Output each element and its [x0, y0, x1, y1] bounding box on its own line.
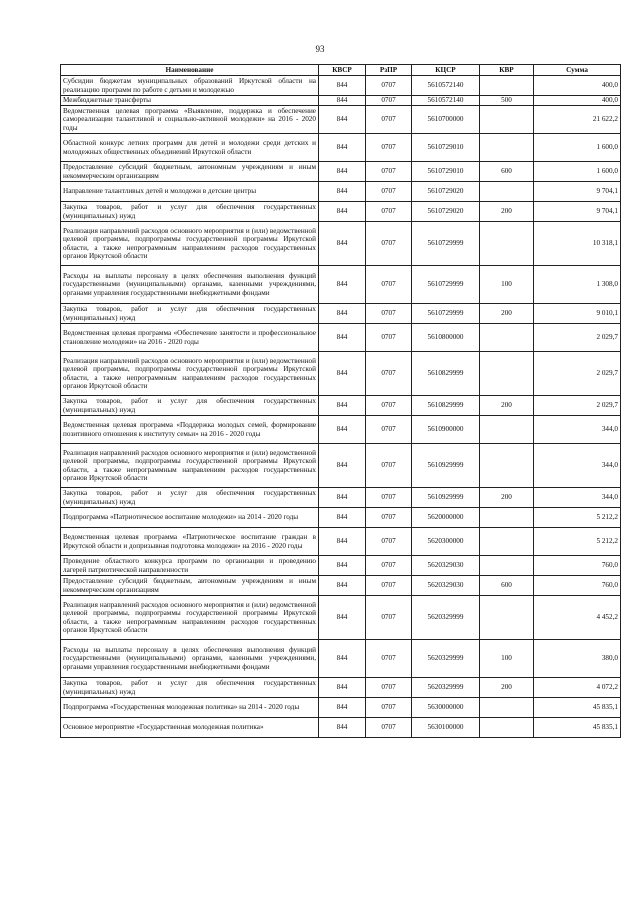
cell-kvr	[480, 508, 534, 528]
cell-kvsr: 844	[319, 304, 366, 324]
cell-name: Направление талантливых детей и молодежи в детские центры	[61, 182, 319, 202]
cell-kvsr: 844	[319, 182, 366, 202]
cell-kvr: 200	[480, 488, 534, 508]
cell-kvsr: 844	[319, 222, 366, 266]
table-row	[61, 416, 621, 444]
cell-kvsr: 844	[319, 596, 366, 640]
cell-kvsr: 844	[319, 444, 366, 488]
cell-sum: 45 835,1	[534, 718, 621, 738]
table-header-row	[61, 65, 621, 76]
cell-kcsr: 5610729010	[412, 134, 480, 162]
cell-sum: 9 704,1	[534, 182, 621, 202]
cell-kcsr: 5610729999	[412, 266, 480, 304]
cell-sum: 380,0	[534, 640, 621, 678]
cell-kcsr: 5610729020	[412, 202, 480, 222]
cell-rzpr: 0707	[366, 718, 412, 738]
cell-name: Закупка товаров, работ и услуг для обеспечения государственных (муниципальных) нужд	[61, 488, 319, 508]
cell-rzpr: 0707	[366, 134, 412, 162]
cell-kvr	[480, 222, 534, 266]
cell-kvsr: 844	[319, 698, 366, 718]
cell-rzpr: 0707	[366, 508, 412, 528]
cell-rzpr: 0707	[366, 678, 412, 698]
cell-sum: 1 600,0	[534, 134, 621, 162]
table-row	[61, 576, 621, 596]
table-row	[61, 508, 621, 528]
cell-kcsr: 5620329030	[412, 576, 480, 596]
cell-name: Ведомственная целевая программа «Патриотическое воспитание граждан в Иркутской области и допризывная подготовка молодежи» на 2016 - 2020 годы	[61, 528, 319, 556]
cell-name: Предоставление субсидий бюджетным, автономным учреждениям и иным некоммерческим организациям	[61, 162, 319, 182]
cell-kvsr: 844	[319, 76, 366, 96]
cell-name: Ведомственная целевая программа «Обеспечение занятости и профессиональное становление молодежи» на 2016 - 2020 годы	[61, 324, 319, 352]
table-row	[61, 640, 621, 678]
cell-kvsr: 844	[319, 266, 366, 304]
cell-kvsr: 844	[319, 508, 366, 528]
table-row	[61, 222, 621, 266]
cell-kvsr: 844	[319, 162, 366, 182]
cell-kcsr: 5610729020	[412, 182, 480, 202]
table-row	[61, 324, 621, 352]
cell-sum: 400,0	[534, 76, 621, 96]
cell-name: Областной конкурс летних программ для детей и молодежи среди детских и молодежных общественных объединений Иркутской области	[61, 134, 319, 162]
cell-rzpr: 0707	[366, 324, 412, 352]
cell-kvsr: 844	[319, 416, 366, 444]
table-row	[61, 352, 621, 396]
cell-kvr	[480, 444, 534, 488]
cell-rzpr: 0707	[366, 416, 412, 444]
cell-kcsr: 5610929999	[412, 444, 480, 488]
cell-name: Межбюджетные трансферты	[61, 96, 319, 106]
cell-kvr: 500	[480, 96, 534, 106]
cell-sum: 344,0	[534, 416, 621, 444]
cell-kcsr: 5620329999	[412, 596, 480, 640]
cell-kvsr: 844	[319, 106, 366, 134]
cell-sum: 9 704,1	[534, 202, 621, 222]
table-row	[61, 182, 621, 202]
table-row	[61, 304, 621, 324]
cell-sum: 344,0	[534, 444, 621, 488]
cell-rzpr: 0707	[366, 202, 412, 222]
table-row	[61, 76, 621, 96]
cell-kcsr: 5630000000	[412, 698, 480, 718]
cell-kvr: 100	[480, 266, 534, 304]
cell-kvr: 200	[480, 678, 534, 698]
cell-sum: 344,0	[534, 488, 621, 508]
cell-kcsr: 5610729010	[412, 162, 480, 182]
cell-name: Основное мероприятие «Государственная молодежная политика»	[61, 718, 319, 738]
cell-sum: 2 029,7	[534, 396, 621, 416]
table-row	[61, 596, 621, 640]
cell-kvsr: 844	[319, 324, 366, 352]
cell-sum: 5 212,2	[534, 528, 621, 556]
cell-kvr	[480, 106, 534, 134]
cell-kcsr: 5610929999	[412, 488, 480, 508]
cell-kvr	[480, 416, 534, 444]
cell-kcsr: 5620329030	[412, 556, 480, 576]
cell-name: Реализация направлений расходов основного мероприятия и (или) ведомственной целевой программы, подпрограммы государственной программы Иркутской области, а также непрограммным направлениям расходов государственных органов Иркутской области	[61, 596, 319, 640]
cell-sum: 1 308,0	[534, 266, 621, 304]
cell-rzpr: 0707	[366, 576, 412, 596]
cell-kcsr: 5610800000	[412, 324, 480, 352]
cell-kvr: 100	[480, 640, 534, 678]
cell-sum: 4 072,2	[534, 678, 621, 698]
table-row	[61, 698, 621, 718]
header-kcsr: КЦСР	[412, 65, 480, 76]
cell-sum: 2 029,7	[534, 324, 621, 352]
cell-rzpr: 0707	[366, 444, 412, 488]
cell-kvr	[480, 528, 534, 556]
cell-kvr	[480, 596, 534, 640]
cell-kcsr: 5610729999	[412, 304, 480, 324]
cell-kvr	[480, 718, 534, 738]
cell-sum: 5 212,2	[534, 508, 621, 528]
cell-name: Расходы на выплаты персоналу в целях обеспечения выполнения функций государственными (муниципальными) органами, казенными учреждениями, органами управления государственными внебюджетными фондами	[61, 266, 319, 304]
cell-kcsr: 5620329999	[412, 640, 480, 678]
cell-kvr	[480, 352, 534, 396]
table-row	[61, 444, 621, 488]
cell-name: Закупка товаров, работ и услуг для обеспечения государственных (муниципальных) нужд	[61, 678, 319, 698]
table-row	[61, 678, 621, 698]
table-row	[61, 488, 621, 508]
cell-kvr: 200	[480, 202, 534, 222]
cell-name: Реализация направлений расходов основного мероприятия и (или) ведомственной целевой программы, подпрограммы государственной программы Иркутской области, а также непрограммным направлениям расходов государственных органов Иркутской области	[61, 222, 319, 266]
cell-sum: 10 318,1	[534, 222, 621, 266]
cell-rzpr: 0707	[366, 182, 412, 202]
cell-rzpr: 0707	[366, 162, 412, 182]
cell-kvsr: 844	[319, 134, 366, 162]
cell-rzpr: 0707	[366, 698, 412, 718]
cell-name: Закупка товаров, работ и услуг для обеспечения государственных (муниципальных) нужд	[61, 304, 319, 324]
cell-kvsr: 844	[319, 488, 366, 508]
cell-kcsr: 5610900000	[412, 416, 480, 444]
cell-rzpr: 0707	[366, 640, 412, 678]
cell-sum: 760,0	[534, 576, 621, 596]
cell-rzpr: 0707	[366, 222, 412, 266]
cell-sum: 9 010,1	[534, 304, 621, 324]
page-number: 93	[315, 44, 325, 54]
cell-kvr	[480, 556, 534, 576]
table-row	[61, 96, 621, 106]
cell-kvsr: 844	[319, 640, 366, 678]
cell-name: Проведение областного конкурса программ по организации и проведению лагерей патриотической направленности	[61, 556, 319, 576]
table-row	[61, 162, 621, 182]
cell-sum: 1 600,0	[534, 162, 621, 182]
cell-kvr	[480, 76, 534, 96]
table-row	[61, 718, 621, 738]
cell-kvsr: 844	[319, 678, 366, 698]
table-row	[61, 528, 621, 556]
cell-kvsr: 844	[319, 396, 366, 416]
cell-kcsr: 5620300000	[412, 528, 480, 556]
header-kvsr: КВСР	[319, 65, 366, 76]
cell-sum: 760,0	[534, 556, 621, 576]
cell-rzpr: 0707	[366, 528, 412, 556]
cell-kvsr: 844	[319, 202, 366, 222]
cell-name: Ведомственная целевая программа «Поддержка молодых семей, формирование позитивного отношения к институту семьи» на 2016 - 2020 годы	[61, 416, 319, 444]
cell-kcsr: 5610572140	[412, 96, 480, 106]
cell-sum: 45 835,1	[534, 698, 621, 718]
cell-kcsr: 5610829999	[412, 396, 480, 416]
table-row	[61, 202, 621, 222]
cell-kvr	[480, 182, 534, 202]
table-body	[61, 76, 621, 738]
cell-kvr: 600	[480, 576, 534, 596]
cell-kcsr: 5610572140	[412, 76, 480, 96]
table-row	[61, 134, 621, 162]
cell-sum: 2 029,7	[534, 352, 621, 396]
cell-rzpr: 0707	[366, 488, 412, 508]
table-row	[61, 106, 621, 134]
cell-sum: 21 622,2	[534, 106, 621, 134]
cell-kcsr: 5620000000	[412, 508, 480, 528]
cell-kcsr: 5610729999	[412, 222, 480, 266]
cell-kvr	[480, 698, 534, 718]
cell-name: Субсидии бюджетам муниципальных образований Иркутской области на реализацию программ по работе с детьми и молодежью	[61, 76, 319, 96]
cell-kvsr: 844	[319, 96, 366, 106]
cell-name: Расходы на выплаты персоналу в целях обеспечения выполнения функций государственными (муниципальными) органами, казенными учреждениями, органами управления государственными внебюджетными фондами	[61, 640, 319, 678]
cell-kvr: 600	[480, 162, 534, 182]
cell-kcsr: 5620329999	[412, 678, 480, 698]
cell-kvr	[480, 324, 534, 352]
cell-kvsr: 844	[319, 718, 366, 738]
cell-rzpr: 0707	[366, 76, 412, 96]
header-sum: Сумма	[534, 65, 621, 76]
cell-name: Подпрограмма «Патриотическое воспитание молодежи» на 2014 - 2020 годы	[61, 508, 319, 528]
cell-name: Реализация направлений расходов основного мероприятия и (или) ведомственной целевой программы, подпрограммы государственной программы Иркутской области, а также непрограммным направлениям расходов государственных органов Иркутской области	[61, 444, 319, 488]
cell-name: Предоставление субсидий бюджетным, автономным учреждениям и иным некоммерческим организациям	[61, 576, 319, 596]
cell-kvsr: 844	[319, 528, 366, 556]
cell-rzpr: 0707	[366, 596, 412, 640]
cell-kvsr: 844	[319, 352, 366, 396]
cell-rzpr: 0707	[366, 556, 412, 576]
cell-kcsr: 5610829999	[412, 352, 480, 396]
cell-kvr	[480, 134, 534, 162]
cell-kvsr: 844	[319, 576, 366, 596]
cell-rzpr: 0707	[366, 266, 412, 304]
cell-name: Закупка товаров, работ и услуг для обеспечения государственных (муниципальных) нужд	[61, 396, 319, 416]
cell-kcsr: 5630100000	[412, 718, 480, 738]
budget-table	[60, 64, 621, 738]
table-row	[61, 396, 621, 416]
cell-kvsr: 844	[319, 556, 366, 576]
cell-rzpr: 0707	[366, 96, 412, 106]
header-name: Наименование	[61, 65, 319, 76]
cell-name: Реализация направлений расходов основного мероприятия и (или) ведомственной целевой программы, подпрограммы государственной программы Иркутской области, а также непрограммным направлениям расходов государственных органов Иркутской области	[61, 352, 319, 396]
cell-rzpr: 0707	[366, 106, 412, 134]
cell-rzpr: 0707	[366, 396, 412, 416]
header-rzpr: РзПР	[366, 65, 412, 76]
cell-kvr: 200	[480, 304, 534, 324]
cell-rzpr: 0707	[366, 352, 412, 396]
cell-kcsr: 5610700000	[412, 106, 480, 134]
cell-rzpr: 0707	[366, 304, 412, 324]
cell-name: Ведомственная целевая программа «Выявление, поддержка и обеспечение самореализации талантливой и социально-активной молодежи» на 2016 - 2020 годы	[61, 106, 319, 134]
cell-sum: 400,0	[534, 96, 621, 106]
table-row	[61, 556, 621, 576]
header-kvr: КВР	[480, 65, 534, 76]
cell-sum: 4 452,2	[534, 596, 621, 640]
cell-name: Подпрограмма «Государственная молодежная политика» на 2014 - 2020 годы	[61, 698, 319, 718]
table-row	[61, 266, 621, 304]
cell-name: Закупка товаров, работ и услуг для обеспечения государственных (муниципальных) нужд	[61, 202, 319, 222]
cell-kvr: 200	[480, 396, 534, 416]
